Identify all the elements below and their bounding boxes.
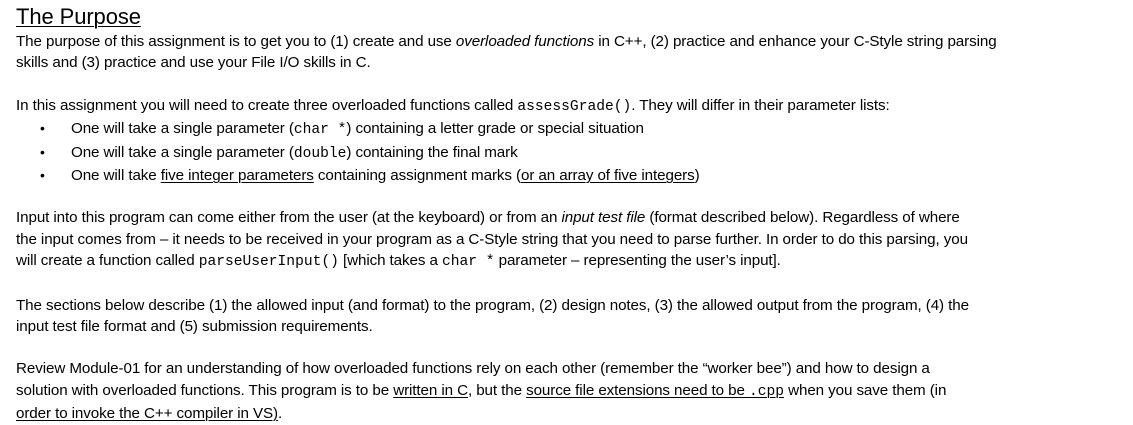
review-text-l1: Review Module-01 for an understanding of how overloaded functions rely on each other (remember the “worker bee”) and how to design a [16, 360, 930, 378]
list-item [16, 118, 1121, 141]
bullet-icon: • [40, 167, 45, 184]
review-text-l2c: when you save them (in [783, 381, 947, 399]
purpose-paragraph [16, 31, 1121, 74]
bullet-list [16, 118, 1121, 186]
overload-intro-paragraph [16, 95, 1121, 118]
sections-text-l2: input test file format and (5) submission requirements. [16, 318, 373, 336]
sections-paragraph [16, 295, 1121, 338]
review-text-l2b: , but the [467, 381, 527, 399]
bullet-text-a: One will take [71, 167, 161, 185]
char-pointer-code: char * [293, 122, 347, 139]
purpose-text-a: The purpose of this assignment is to get you to (1) create and use [16, 33, 456, 50]
review-paragraph [16, 358, 1121, 424]
input-text-l3b: [which takes a [338, 252, 442, 270]
parse-user-input-code: parseUserInput() [198, 254, 339, 271]
bullet-text-a: One will take a single parameter ( [71, 120, 294, 138]
cpp-compiler-underlined: order to invoke the C++ compiler in VS) [16, 405, 279, 423]
input-text-l3c: parameter – representing the user’s input]. [494, 252, 781, 270]
list-item [16, 142, 1121, 165]
bullet-text-b: containing assignment marks ( [313, 167, 521, 185]
purpose-text-d: skills and (3) practice and use your File I/O skills in C. [16, 54, 371, 72]
review-text-l3b: . [278, 405, 283, 423]
bullet-icon: • [40, 143, 45, 160]
assess-grade-code: assessGrade() [517, 98, 632, 115]
array-of-ints-underlined: or an array of five integers [520, 167, 695, 185]
bullet-text-b: ) containing the final mark [346, 143, 518, 161]
purpose-text-c: in C++, (2) practice and enhance your C-Style string parsing [594, 33, 997, 50]
written-in-c-underlined: written in C [393, 381, 468, 399]
cpp-extension-code: .cpp [748, 383, 784, 400]
input-text-l1a: Input into this program can come either from the user (at the keyboard) or from an [16, 209, 562, 227]
bullet-icon: • [40, 120, 45, 137]
five-int-params-underlined: five integer parameters [160, 167, 314, 185]
section-heading: The Purpose [16, 4, 141, 29]
document-body [16, 3, 1121, 425]
paragraph-gap [16, 186, 1121, 207]
input-text-l2: the input comes from – it needs to be received in your program as a C-Style string that you need to parse further. In order to do this parsing, you [16, 230, 968, 248]
paragraph-gap [16, 337, 1121, 358]
purpose-emphasis: overloaded functions [455, 33, 595, 50]
bullet-text-a: One will take a single parameter ( [71, 143, 294, 161]
bullet-text-b: ) containing a letter grade or special situation [346, 120, 644, 138]
input-test-file-emphasis: input test file [561, 209, 646, 227]
paragraph-gap [16, 274, 1121, 295]
double-code: double [293, 145, 347, 162]
review-text-l2a: solution with overloaded functions. This program is to be [16, 381, 394, 399]
overload-intro-text-b: . They will differ in their parameter lists: [631, 96, 890, 114]
bullet-text-c: ) [694, 167, 700, 185]
input-text-l1b: (format described below). Regardless of where [645, 209, 960, 227]
input-text-l3a: will create a function called [16, 252, 199, 270]
overload-intro-text-a: In this assignment you will need to create three overloaded functions called [16, 96, 518, 114]
input-paragraph [16, 207, 1121, 273]
sections-text-l1: The sections below describe (1) the allowed input (and format) to the program, (2) design notes, (3) the allowed output from the program, (4) the [16, 296, 969, 314]
list-item [16, 165, 1121, 186]
extensions-underlined: source file extensions need to be [526, 381, 749, 399]
char-pointer-code: char * [441, 254, 495, 271]
paragraph-gap [16, 74, 1121, 95]
